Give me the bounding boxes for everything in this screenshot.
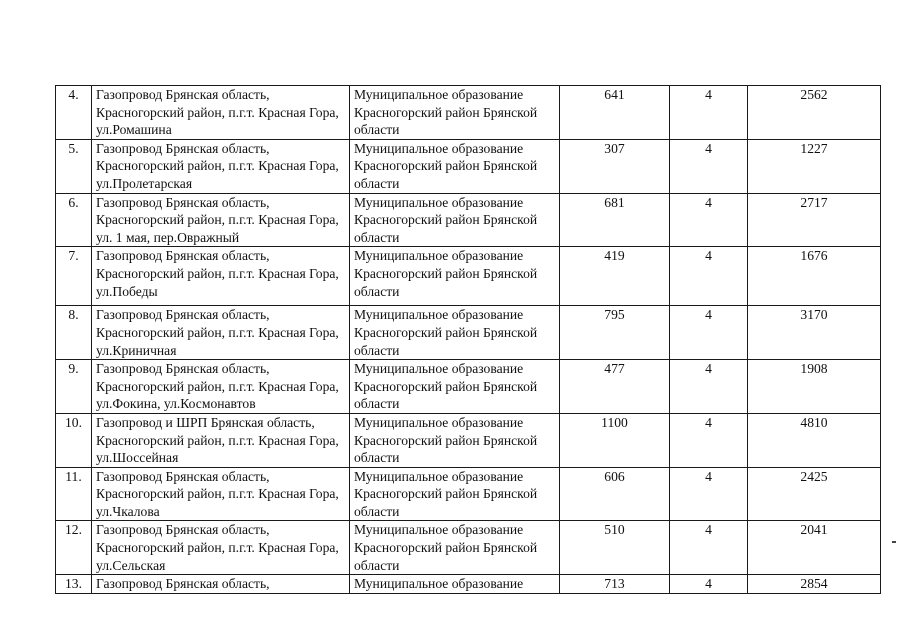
object-description: Газопровод Брянская область, Красногорский район, п.г.т. Красная Гора, ул.Пролетарская (92, 139, 350, 193)
object-description: Газопровод Брянская область, Красногорский район, п.г.т. Красная Гора, ул.Победы (92, 247, 350, 306)
category-value: 4 (670, 139, 748, 193)
table-row (56, 139, 881, 193)
owner-name: Муниципальное образование (350, 575, 560, 594)
amount-value: 2041 (748, 521, 881, 575)
amount-value: 4810 (748, 413, 881, 467)
table-row (56, 521, 881, 575)
owner-name: Муниципальное образование Красногорский район Брянской области (350, 467, 560, 521)
object-description: Газопровод и ШРП Брянская область, Красногорский район, п.г.т. Красная Гора, ул.Шоссейная (92, 413, 350, 467)
row-number: 10. (56, 413, 92, 467)
amount-value: 2425 (748, 467, 881, 521)
scan-mark (892, 541, 896, 543)
length-value: 681 (560, 193, 670, 247)
row-number: 9. (56, 360, 92, 414)
table-row (56, 306, 881, 360)
row-number: 5. (56, 139, 92, 193)
amount-value: 2854 (748, 575, 881, 594)
table-row (56, 413, 881, 467)
amount-value: 2562 (748, 86, 881, 140)
owner-name: Муниципальное образование Красногорский район Брянской области (350, 360, 560, 414)
length-value: 477 (560, 360, 670, 414)
object-description: Газопровод Брянская область, Красногорский район, п.г.т. Красная Гора, ул.Чкалова (92, 467, 350, 521)
amount-value: 1227 (748, 139, 881, 193)
category-value: 4 (670, 306, 748, 360)
object-description: Газопровод Брянская область, Красногорский район, п.г.т. Красная Гора, ул. 1 мая, пер.Овражный (92, 193, 350, 247)
object-description: Газопровод Брянская область, Красногорский район, п.г.т. Красная Гора, ул.Криничная (92, 306, 350, 360)
owner-name: Муниципальное образование Красногорский район Брянской области (350, 413, 560, 467)
amount-value: 1676 (748, 247, 881, 306)
table-row (56, 360, 881, 414)
length-value: 419 (560, 247, 670, 306)
length-value: 606 (560, 467, 670, 521)
object-description: Газопровод Брянская область, (92, 575, 350, 594)
owner-name: Муниципальное образование Красногорский район Брянской области (350, 247, 560, 306)
owner-name: Муниципальное образование Красногорский район Брянской области (350, 86, 560, 140)
table-row (56, 575, 881, 594)
row-number: 6. (56, 193, 92, 247)
row-number: 13. (56, 575, 92, 594)
table-row (56, 86, 881, 140)
registry-table (55, 85, 881, 594)
length-value: 795 (560, 306, 670, 360)
amount-value: 1908 (748, 360, 881, 414)
amount-value: 2717 (748, 193, 881, 247)
category-value: 4 (670, 193, 748, 247)
category-value: 4 (670, 247, 748, 306)
table-row (56, 467, 881, 521)
owner-name: Муниципальное образование Красногорский район Брянской области (350, 139, 560, 193)
length-value: 713 (560, 575, 670, 594)
row-number: 8. (56, 306, 92, 360)
object-description: Газопровод Брянская область, Красногорский район, п.г.т. Красная Гора, ул.Ромашина (92, 86, 350, 140)
category-value: 4 (670, 467, 748, 521)
owner-name: Муниципальное образование Красногорский район Брянской области (350, 306, 560, 360)
object-description: Газопровод Брянская область, Красногорский район, п.г.т. Красная Гора, ул.Сельская (92, 521, 350, 575)
object-description: Газопровод Брянская область, Красногорский район, п.г.т. Красная Гора, ул.Фокина, ул.Космонавтов (92, 360, 350, 414)
row-number: 4. (56, 86, 92, 140)
row-number: 11. (56, 467, 92, 521)
category-value: 4 (670, 360, 748, 414)
row-number: 12. (56, 521, 92, 575)
category-value: 4 (670, 521, 748, 575)
owner-name: Муниципальное образование Красногорский район Брянской области (350, 521, 560, 575)
length-value: 1100 (560, 413, 670, 467)
length-value: 307 (560, 139, 670, 193)
row-number: 7. (56, 247, 92, 306)
length-value: 510 (560, 521, 670, 575)
amount-value: 3170 (748, 306, 881, 360)
length-value: 641 (560, 86, 670, 140)
table-row (56, 247, 881, 306)
owner-name: Муниципальное образование Красногорский район Брянской области (350, 193, 560, 247)
category-value: 4 (670, 86, 748, 140)
table-row (56, 193, 881, 247)
category-value: 4 (670, 413, 748, 467)
category-value: 4 (670, 575, 748, 594)
